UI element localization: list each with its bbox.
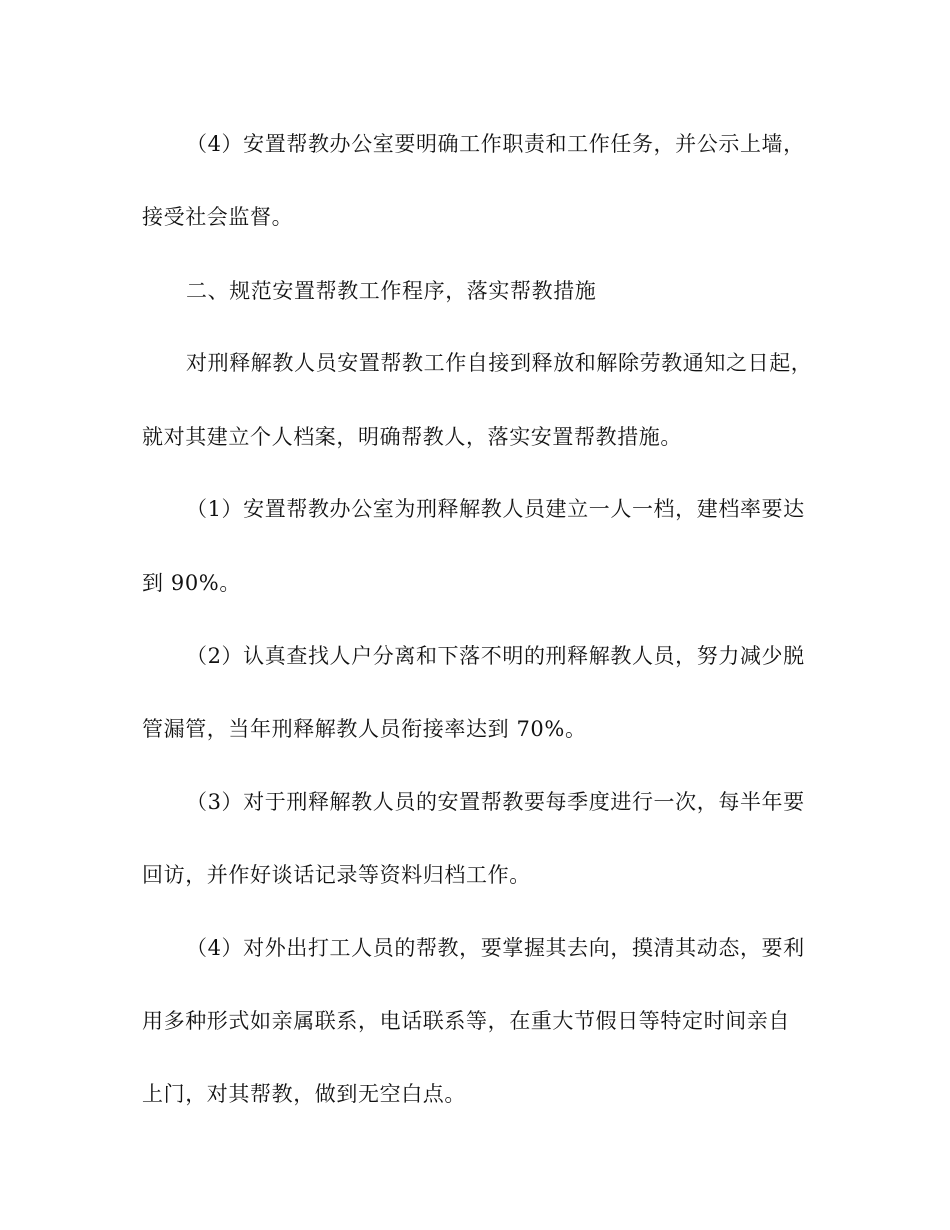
paragraph-line-continuation: 接受社会监督。 [142,205,294,229]
paragraph-line-item3: （3）对于刑释解教人员的安置帮教要每季度进行一次，每半年要 [186,790,805,814]
section-heading: 二、规范安置帮教工作程序，落实帮教措施 [186,279,597,303]
paragraph-line-continuation: 到 90%。 [142,571,241,595]
paragraph-line-intro: 对刑释解教人员安置帮教工作自接到释放和解除劳教通知之日起， [186,351,813,375]
paragraph-line-item2: （2）认真查找人户分离和下落不明的刑释解教人员，努力减少脱 [186,644,805,668]
paragraph-line-item4-migrant-workers: （4）对外出打工人员的帮教，要掌握其去向，摸清其动态，要利 [186,936,805,960]
paragraph-line-continuation: 用多种形式如亲属联系，电话联系等，在重大节假日等特定时间亲自 [142,1009,790,1033]
paragraph-line-continuation: 管漏管，当年刑释解教人员衔接率达到 70%。 [142,717,587,741]
paragraph-line-continuation: 就对其建立个人档案，明确帮教人，落实安置帮教措施。 [142,425,682,449]
paragraph-line-continuation: 上门，对其帮教，做到无空白点。 [142,1082,466,1106]
paragraph-line-continuation: 回访，并作好谈话记录等资料归档工作。 [142,863,531,887]
paragraph-line-item1: （1）安置帮教办公室为刑释解教人员建立一人一档，建档率要达 [186,497,805,521]
paragraph-line-item4-office-duties: （4）安置帮教办公室要明确工作职责和工作任务，并公示上墙， [186,132,805,156]
